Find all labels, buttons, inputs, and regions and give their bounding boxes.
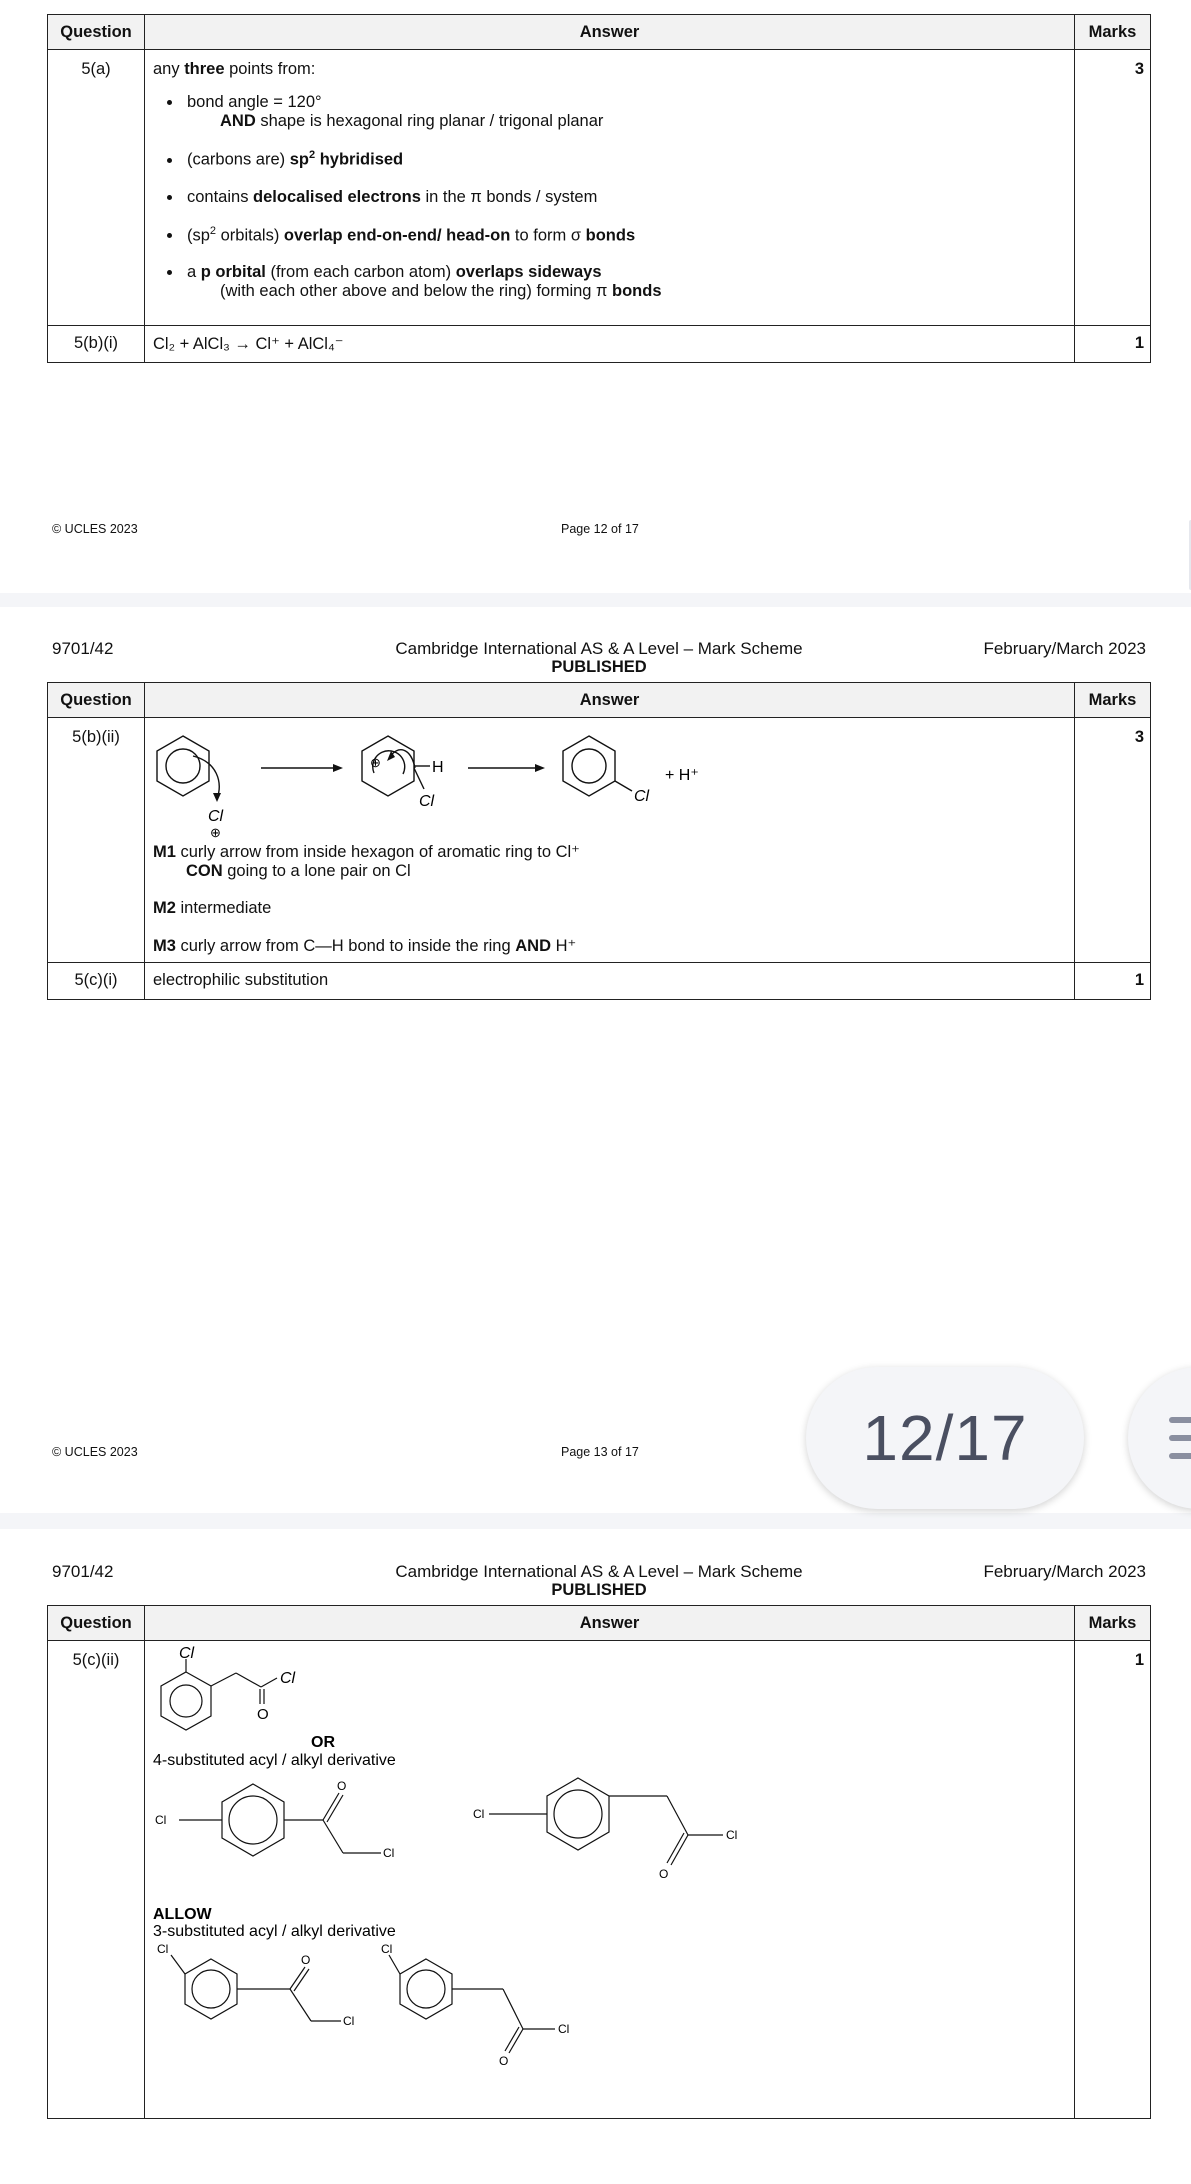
mark-scheme-table [47,1605,1151,2119]
intermediate-charge: ⊕ [370,755,381,770]
published-label: PUBLISHED [551,658,647,676]
answer-cell: Cl₂ + AlCl₃ → Cl⁺ + AlCl₄⁻ [145,326,1075,363]
bond-line [290,1989,311,2021]
marking-point-m2: M2 intermediate [153,899,272,917]
exam-session: February/March 2023 [983,1562,1146,1581]
bond-line [236,1673,261,1687]
footer-page-number: Page 12 of 17 [561,522,639,536]
footer-copyright: © UCLES 2023 [52,522,138,536]
footer-copyright: © UCLES 2023 [52,1445,138,1459]
benzene-ring [161,1672,211,1730]
list-item: • contains delocalised electrons in the π bonds / system [183,188,1066,207]
arrowhead [333,764,343,772]
answer-points [153,93,1066,301]
curly-arrow-1 [193,756,219,799]
oxygen-label: O [337,1779,347,1793]
table-row [48,50,1151,326]
question-number: 5(b)(i) [48,326,145,363]
menu-icon [1168,1415,1191,1461]
bond-line [667,1833,684,1863]
benzene-ring [547,1778,609,1850]
question-number: 5(a) [48,50,145,326]
bond-line [667,1796,688,1835]
header-answer: Answer [145,683,1075,718]
arrowhead [213,793,221,802]
aromatic-circle [192,1970,230,2008]
benzene-ring [157,736,209,796]
chlorine-label: Cl [726,1828,738,1842]
mark-scheme-table [47,682,1151,1000]
question-number: 5(c)(i) [48,963,145,1000]
oxygen-label: O [499,2054,509,2068]
chlorine-label: Cl [208,808,224,825]
bond-line [503,1989,523,2029]
aromatic-circle [170,1685,202,1717]
chlorine-label: Cl [157,1942,169,1956]
published-label: PUBLISHED [551,1581,647,1599]
document-title: Cambridge International AS & A Level – Mark Scheme [395,1562,803,1581]
answer-cell [145,50,1075,326]
header-marks: Marks [1075,683,1151,718]
footer-page-number: Page 13 of 17 [561,1445,639,1459]
marks-value: 1 [1075,963,1151,1000]
chlorine-label: Cl [381,1942,393,1956]
benzene-ring [185,1959,237,2019]
oxygen-label: O [659,1867,669,1881]
hydrogen-label: H [432,759,444,776]
marking-point-m1: M1 curly arrow from inside hexagon of aromatic ring to Cl⁺ [153,843,580,861]
answer-cell [145,718,1075,963]
bond-line [671,1835,688,1865]
bond-line [323,1820,343,1853]
marking-point-con: CON going to a lone pair on Cl [186,862,411,880]
header-question: Question [48,1606,145,1641]
aromatic-circle [166,749,200,783]
aromatic-circle [229,1796,277,1844]
marks-value: 1 [1075,326,1151,363]
substitution-caption: 3-substituted acyl / alkyl derivative [153,1923,396,1940]
answer-cell [145,1641,1075,2119]
aromatic-circle [554,1790,602,1838]
structures-diagram [153,1645,793,2117]
table-row [48,326,1151,363]
question-number: 5(c)(ii) [48,1641,145,2119]
list-item: • a p orbital (from each carbon atom) overlaps sideways (with each other above and below the ring) forming π bonds [183,263,1066,301]
exam-session: February/March 2023 [983,639,1146,658]
header-answer: Answer [145,1606,1075,1641]
chlorine-label: Cl [343,2014,355,2028]
marking-point-m3: M3 curly arrow from C—H bond to inside the ring AND H⁺ [153,937,577,955]
byproduct-label: + H⁺ [665,767,699,784]
benzene-ring [400,1959,452,2019]
answer-cell: electrophilic substitution [145,963,1075,1000]
positive-charge: ⊕ [210,825,221,840]
question-number: 5(b)(ii) [48,718,145,963]
document-code: 9701/42 [52,1562,114,1581]
arrowhead [535,764,545,772]
page-indicator[interactable]: 12/17 [806,1367,1084,1509]
page-14 [0,1529,1191,2184]
product-circle [572,749,606,783]
substitution-caption: 4-substituted acyl / alkyl derivative [153,1752,396,1769]
oxygen-label: O [301,1953,311,1967]
marks-value: 3 [1075,50,1151,326]
list-item: • ($sp^2$ orbitals) overlap end-on-end/ head-on to form σ bonds [183,225,1066,246]
chlorine-label: Cl [634,788,650,805]
answer-intro: any three points from: [153,60,316,78]
header-marks: Marks [1075,15,1151,50]
bond-line [211,1673,236,1686]
allow-label: ALLOW [153,1906,212,1923]
document-title: Cambridge International AS & A Level – Mark Scheme [395,639,803,658]
list-item: • (carbons are) $sp^2$ hybridised [183,149,1066,170]
header-question: Question [48,683,145,718]
product-ccl-bond [615,781,632,791]
header-marks: Marks [1075,1606,1151,1641]
page-12 [0,0,1191,593]
list-item: • bond angle = 120° AND shape is hexagonal ring planar / trigonal planar [183,93,1066,131]
marks-value: 3 [1075,718,1151,963]
table-row [48,1641,1151,2119]
bond-line [261,1678,277,1687]
mechanism-diagram [153,728,753,840]
header-answer: Answer [145,15,1075,50]
benzene-ring [222,1784,284,1856]
table-row [48,963,1151,1000]
or-label: OR [311,1734,335,1751]
mark-scheme-table [47,14,1151,363]
chlorine-label: Cl [473,1807,485,1821]
table-row [48,718,1151,963]
ccl-bond [414,768,424,789]
chlorine-label: Cl [419,793,435,810]
chlorine-label: Cl [383,1846,395,1860]
product-ring [563,736,615,796]
chlorine-label: Cl [280,1670,296,1687]
chlorine-label: Cl [155,1813,167,1827]
marks-value: 1 [1075,1641,1151,2119]
oxygen-label: O [257,1706,269,1723]
aromatic-circle [407,1970,445,2008]
bond-line [389,1955,400,1974]
chlorine-label: Cl [558,2022,570,2036]
document-code: 9701/42 [52,639,114,658]
bond-line [171,1955,185,1974]
header-question: Question [48,15,145,50]
chlorine-label: Cl [179,1645,195,1662]
